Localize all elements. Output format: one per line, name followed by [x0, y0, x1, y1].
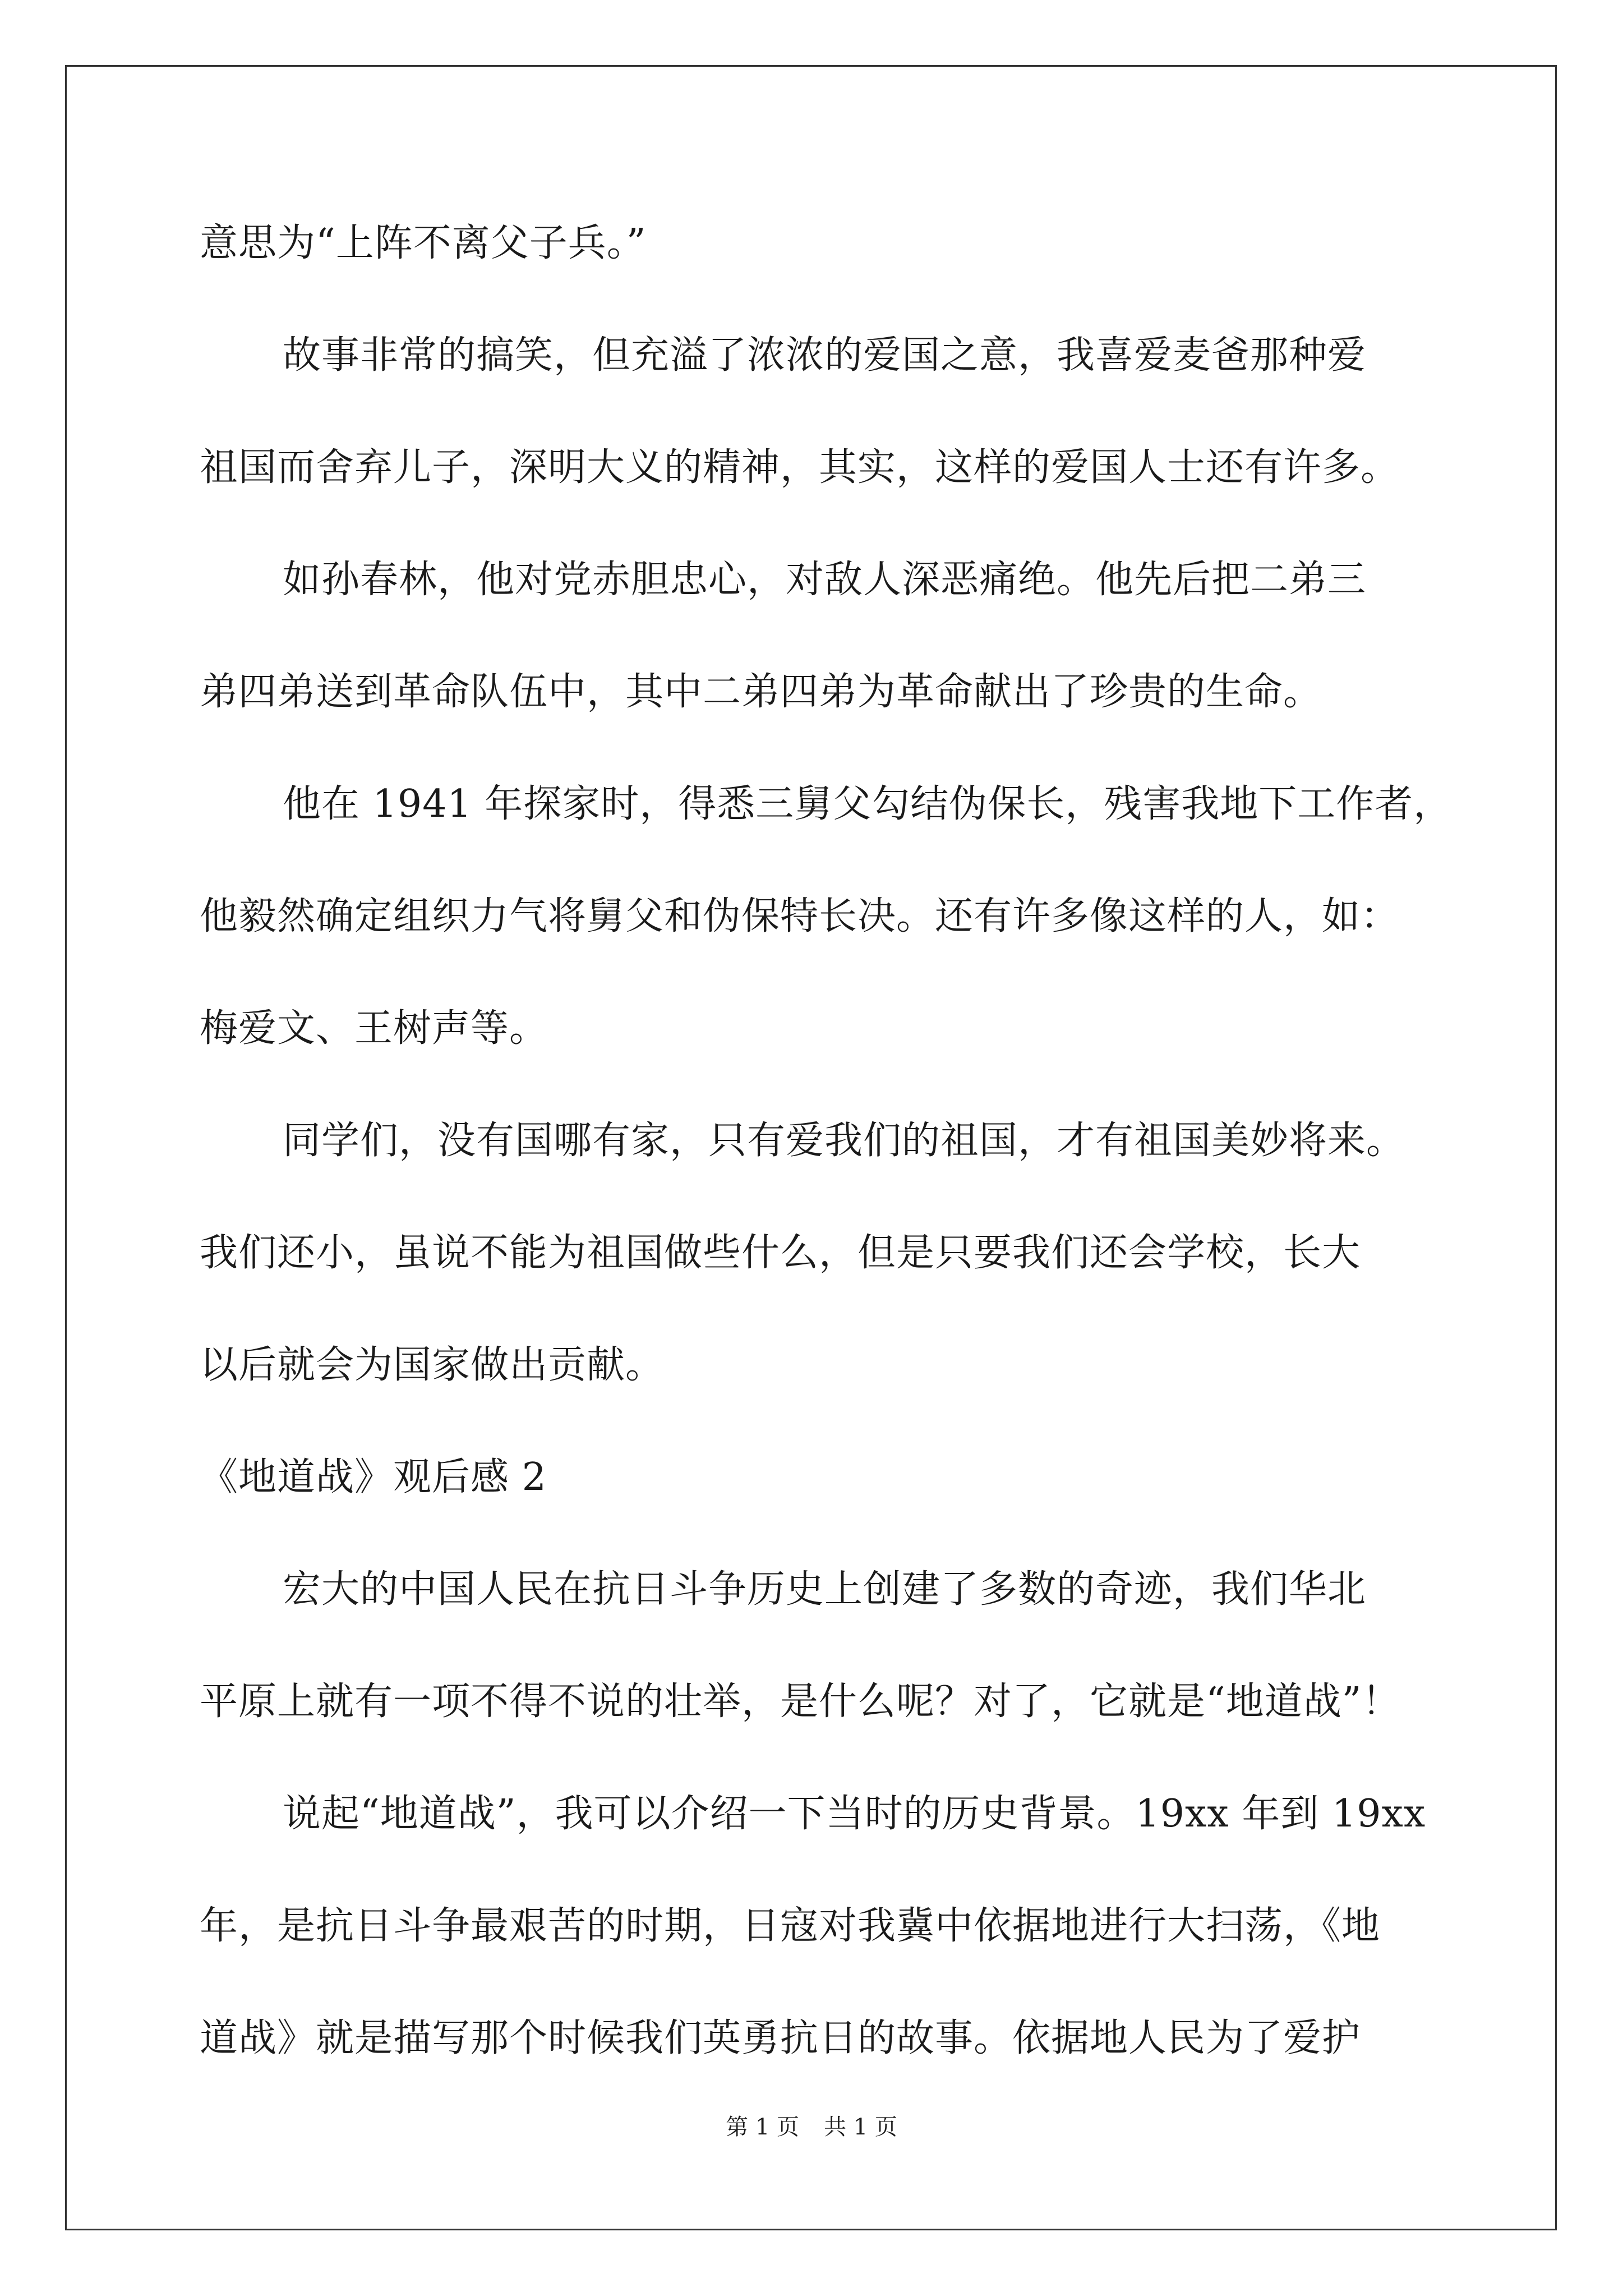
text-line: 年，是抗日斗争最艰苦的时期，日寇对我冀中依据地进行大扫荡，《地	[200, 1904, 1381, 1948]
section-heading: 《地道战》观后感 2	[200, 1455, 547, 1499]
page-number-current: 第 1 页	[726, 2114, 799, 2140]
page-footer	[0, 2110, 1623, 2144]
text-line: 意思为“上阵不离父子兵。”	[200, 221, 647, 265]
text-line: 祖国而舍弃儿子，深明大义的精神，其实，这样的爱国人士还有许多。	[200, 445, 1400, 490]
text-line: 他毅然确定组织力气将舅父和伪保特长决。还有许多像这样的人，如：	[200, 894, 1400, 938]
text-line: 我们还小，虽说不能为祖国做些什么，但是只要我们还会学校，长大	[200, 1231, 1361, 1275]
text-line: 道战》就是描写那个时候我们英勇抗日的故事。依据地人民为了爱护	[200, 2016, 1361, 2060]
text-line: 梅爱文、王树声等。	[200, 1006, 548, 1051]
text-line: 弟四弟送到革命队伍中，其中二弟四弟为革命献出了珍贵的生命。	[200, 670, 1322, 714]
text-line: 宏大的中国人民在抗日斗争历史上创建了多数的奇迹，我们华北	[283, 1567, 1367, 1612]
text-line: 他在 1941 年探家时，得悉三舅父勾结伪保长，残害我地下工作者，	[283, 782, 1453, 826]
text-line: 说起“地道战”，我可以介绍一下当时的历史背景。19xx 年到 19xx	[283, 1792, 1426, 1836]
document-body	[200, 187, 1453, 2095]
text-line: 故事非常的搞笑，但充溢了浓浓的爱国之意，我喜爱麦爸那种爱	[283, 333, 1367, 378]
text-line: 如孙春林，他对党赤胆忠心，对敌人深恶痛绝。他先后把二弟三	[283, 558, 1367, 602]
text-line: 平原上就有一项不得不说的壮举，是什么呢？对了，它就是“地道战”！	[200, 1680, 1401, 1724]
text-line: 以后就会为国家做出贡献。	[200, 1343, 665, 1387]
page-number-total: 共 1 页	[824, 2114, 897, 2140]
text-line: 同学们，没有国哪有家，只有爱我们的祖国，才有祖国美妙将来。	[283, 1119, 1405, 1163]
